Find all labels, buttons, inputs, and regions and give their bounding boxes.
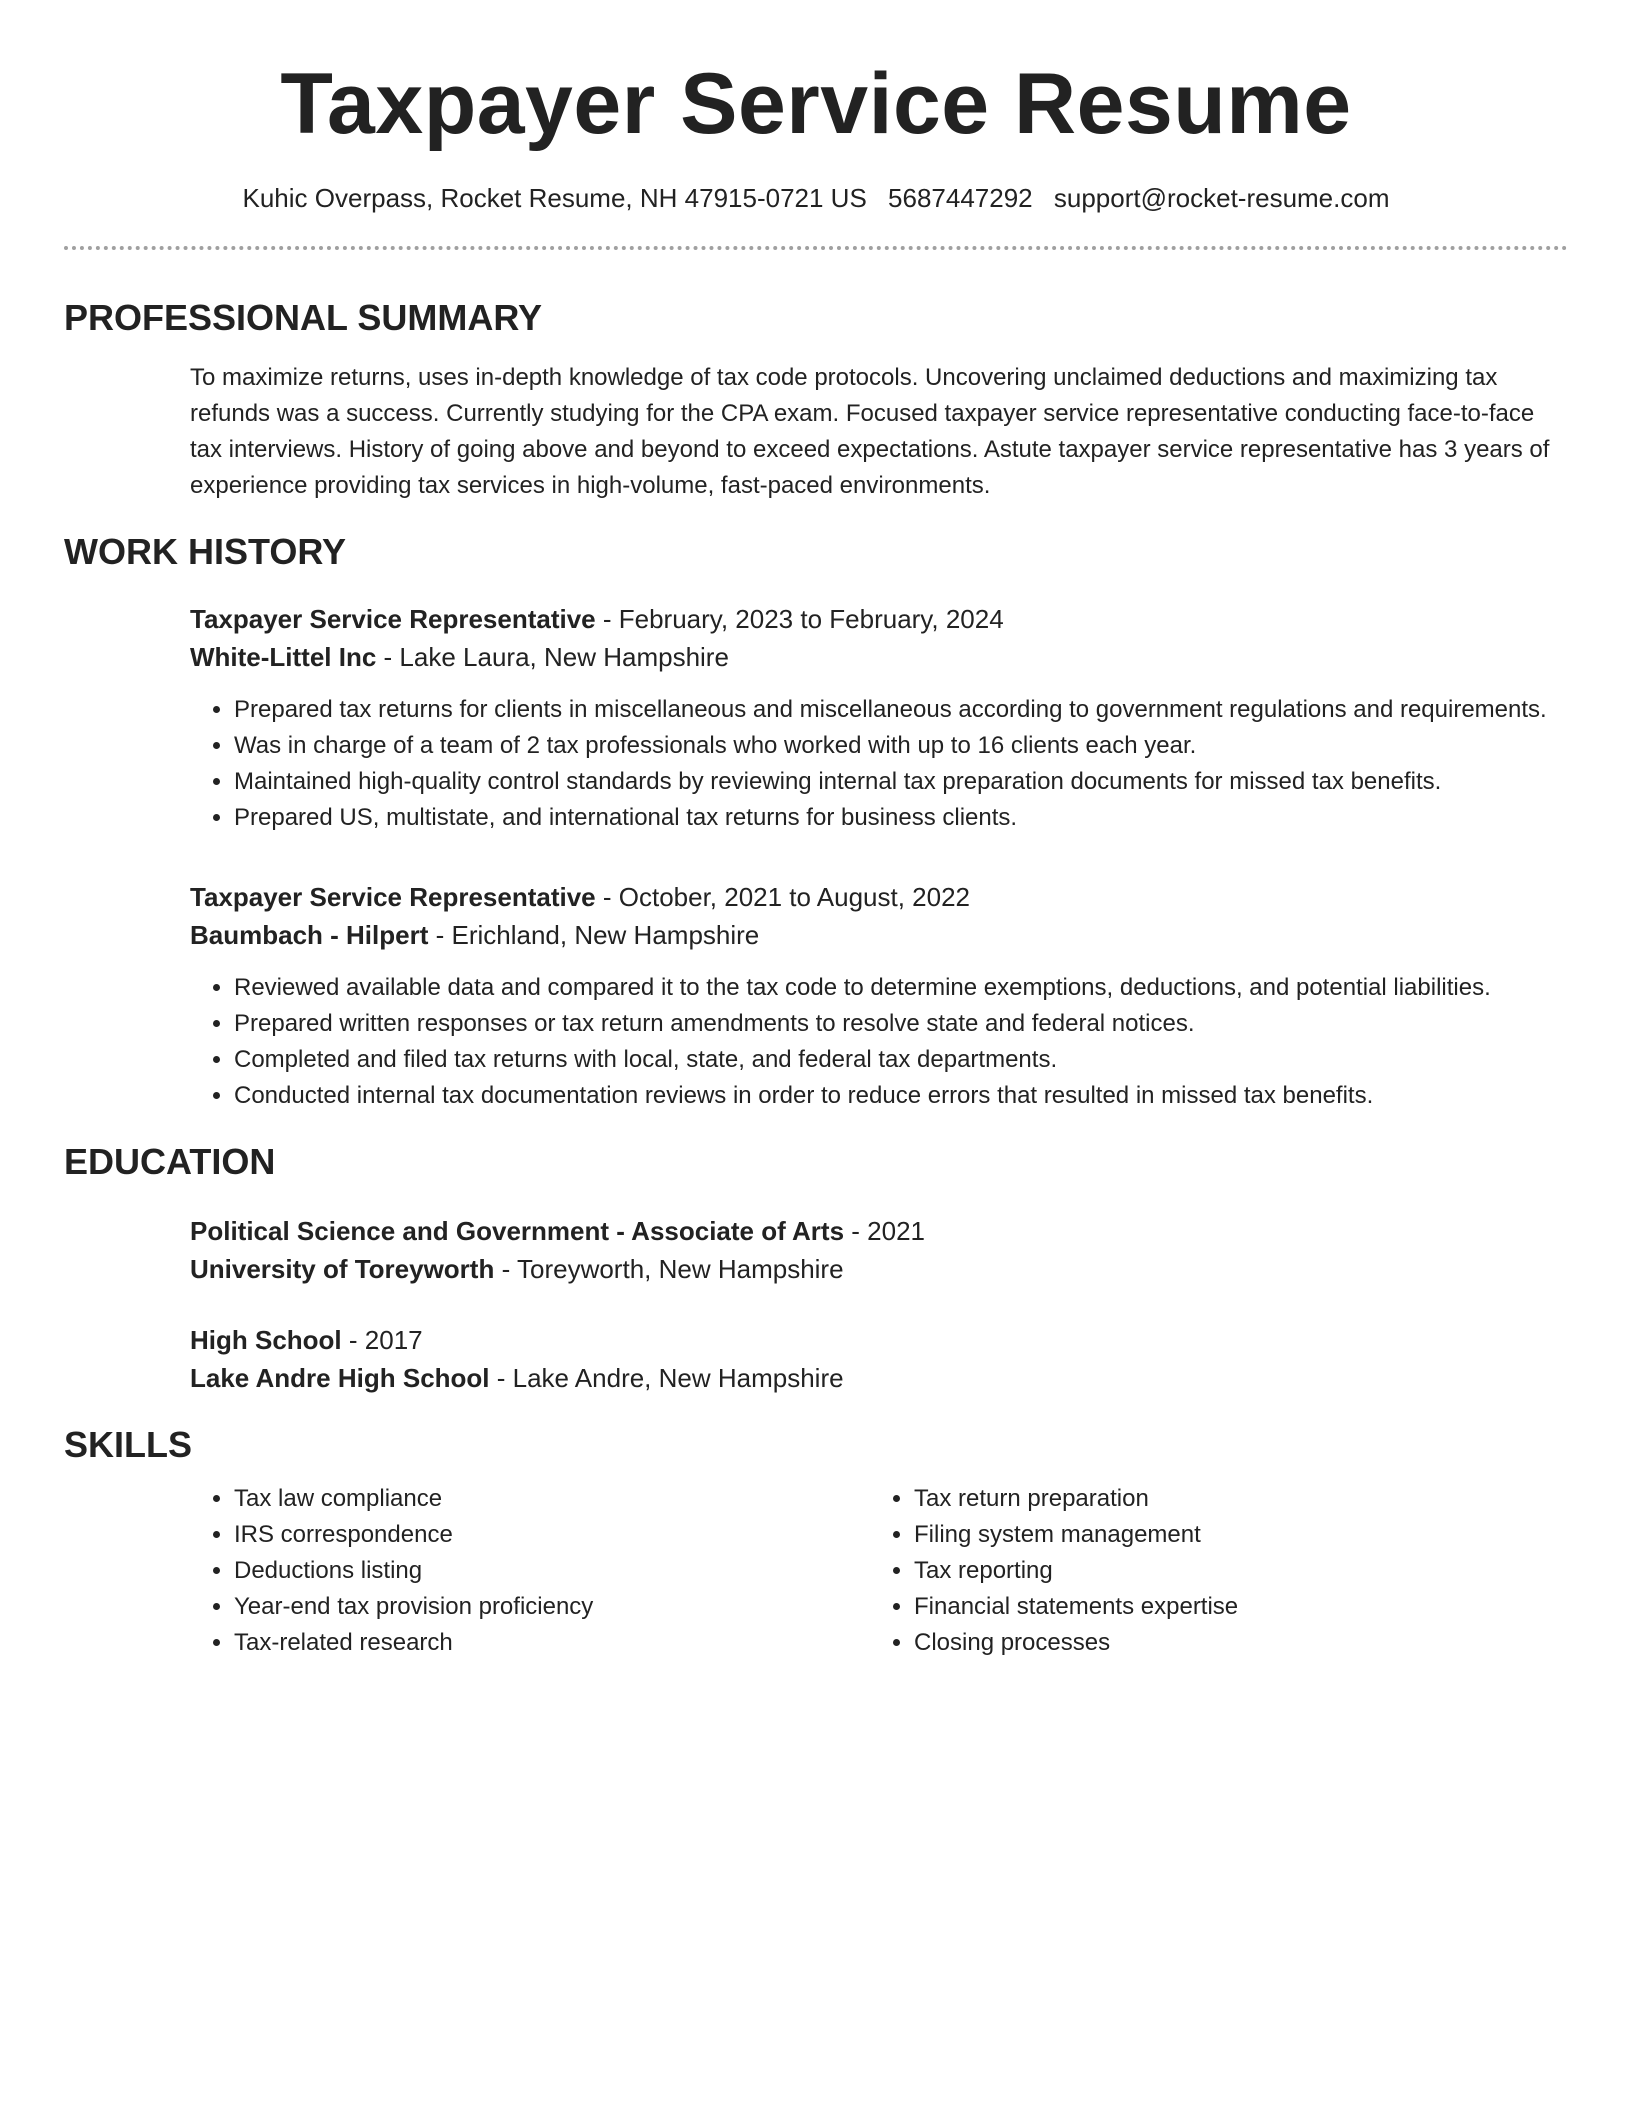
- job-entry: [190, 878, 1568, 1114]
- job-company: White-Littel Inc: [190, 642, 377, 672]
- job-company-line: [190, 916, 1568, 954]
- contact-address: Kuhic Overpass, Rocket Resume, NH 47915-0721 US: [242, 183, 867, 213]
- education-degree-line: [190, 1321, 1568, 1359]
- skills-column-right: [870, 1481, 1550, 1661]
- header-divider: [64, 246, 1568, 250]
- summary-section: [64, 296, 1568, 504]
- contact-email: support@rocket-resume.com: [1053, 183, 1390, 213]
- education-section: [64, 1140, 1568, 1397]
- skill-item: • IRS correspondence: [234, 1517, 870, 1553]
- skill-item: • Tax-related research: [234, 1625, 870, 1661]
- education-school-line: [190, 1359, 1568, 1397]
- job-title-line: [190, 878, 1568, 916]
- work-section: [64, 530, 1568, 1114]
- job-title: Taxpayer Service Representative: [190, 604, 596, 634]
- job-dates: - October, 2021 to August, 2022: [595, 882, 971, 912]
- job-company: Baumbach - Hilpert: [190, 920, 429, 950]
- job-bullet: • Prepared written responses or tax return amendments to resolve state and federal notices.: [234, 1006, 1568, 1042]
- job-company-line: [190, 638, 1568, 676]
- job-title-line: [190, 600, 1568, 638]
- contact-line: [64, 182, 1568, 214]
- skill-item: • Closing processes: [914, 1625, 1550, 1661]
- education-school-line: [190, 1250, 1568, 1288]
- contact-phone: 5687447292: [888, 183, 1033, 213]
- summary-text: To maximize returns, uses in-depth knowledge of tax code protocols. Uncovering unclaimed deductions and maximizing tax refunds was a success. Currently studying for the CPA exam. Focused taxpayer service representative conducting face-to-face tax interviews. History of going above and beyond to exceed expectations. Astute taxpayer service representative has 3 years of experience providing tax services in high-volume, fast-paced environments.: [190, 364, 1550, 499]
- job-title: Taxpayer Service Representative: [190, 882, 596, 912]
- education-degree: High School: [190, 1325, 342, 1355]
- job-bullet: • Conducted internal tax documentation reviews in order to reduce errors that resulted in missed tax benefits.: [234, 1078, 1568, 1114]
- resume-title: Taxpayer Service Resume: [280, 56, 1352, 152]
- job-bullets: [190, 692, 1568, 836]
- skills-grid: [190, 1481, 1568, 1661]
- education-school: University of Toreyworth: [190, 1254, 495, 1284]
- job-bullet: • Reviewed available data and compared it to the tax code to determine exemptions, deductions, and potential liabilities.: [234, 970, 1568, 1006]
- job-bullets: [190, 970, 1568, 1114]
- skill-item: • Year-end tax provision proficiency: [234, 1589, 870, 1625]
- education-location: - Lake Andre, New Hampshire: [489, 1363, 844, 1393]
- skill-item: • Tax return preparation: [914, 1481, 1550, 1517]
- education-year: - 2017: [341, 1325, 423, 1355]
- job-location: - Erichland, New Hampshire: [428, 920, 760, 950]
- job-dates: - February, 2023 to February, 2024: [595, 604, 1004, 634]
- job-bullet: • Was in charge of a team of 2 tax professionals who worked with up to 16 clients each year.: [234, 728, 1568, 764]
- job-entry: [190, 600, 1568, 836]
- education-degree: Political Science and Government - Associate of Arts: [190, 1216, 845, 1246]
- skills-heading: SKILLS: [64, 1424, 193, 1465]
- work-heading: WORK HISTORY: [64, 531, 347, 572]
- education-location: - Toreyworth, New Hampshire: [494, 1254, 844, 1284]
- job-bullet: • Prepared tax returns for clients in miscellaneous and miscellaneous according to government regulations and requirements.: [234, 692, 1568, 728]
- skill-item: • Tax law compliance: [234, 1481, 870, 1517]
- education-entry: [190, 1321, 1568, 1397]
- skill-item: • Tax reporting: [914, 1553, 1550, 1589]
- job-location: - Lake Laura, New Hampshire: [376, 642, 729, 672]
- skill-item: • Financial statements expertise: [914, 1589, 1550, 1625]
- job-bullet: • Prepared US, multistate, and international tax returns for business clients.: [234, 800, 1568, 836]
- education-school: Lake Andre High School: [190, 1363, 490, 1393]
- education-entry: [190, 1212, 1568, 1288]
- skills-column-left: [190, 1481, 870, 1661]
- job-bullet: • Maintained high-quality control standards by reviewing internal tax preparation documents for missed tax benefits.: [234, 764, 1568, 800]
- education-heading: EDUCATION: [64, 1141, 276, 1182]
- skill-item: • Deductions listing: [234, 1553, 870, 1589]
- education-degree-line: [190, 1212, 1568, 1250]
- skill-item: • Filing system management: [914, 1517, 1550, 1553]
- skills-section: [64, 1423, 1568, 1661]
- job-bullet: • Completed and filed tax returns with local, state, and federal tax departments.: [234, 1042, 1568, 1078]
- summary-heading: PROFESSIONAL SUMMARY: [64, 297, 543, 338]
- education-year: - 2021: [844, 1216, 925, 1246]
